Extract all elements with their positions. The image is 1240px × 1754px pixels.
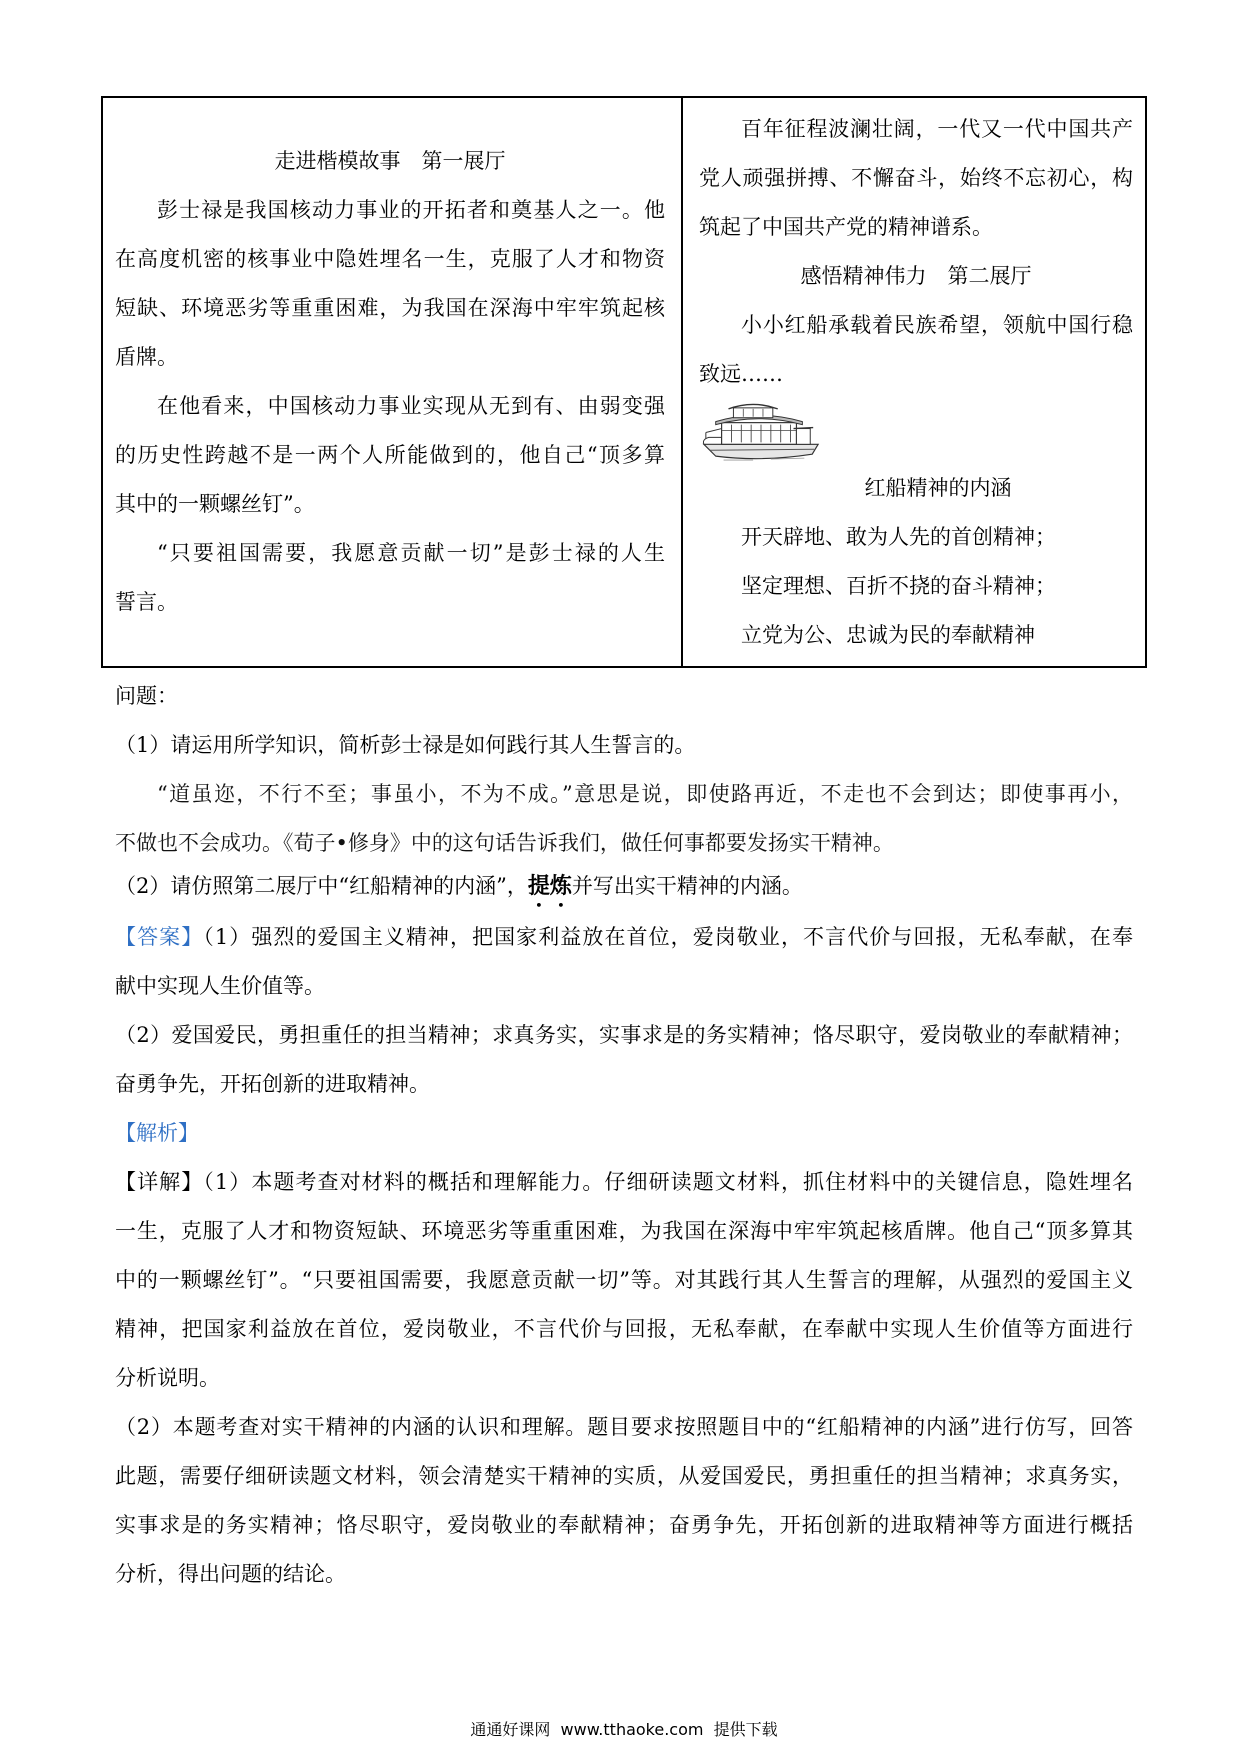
answer-line: （2）爱国爱民，勇担重任的担当精神；求真务实，实事求是的务实精神；恪尽职守，爱岗敬业的奉献精神； (115, 1023, 1133, 1047)
connotation-line: 开天辟地、敢为人先的首创精神； (741, 525, 1056, 549)
hall-1-text-line: 的历史性跨越不是一两个人所能做到的，他自己“顶多算 (115, 443, 665, 467)
hall-1-text-line: 彭士禄是我国核动力事业的开拓者和奠基人之一。他 (157, 198, 665, 222)
boat-cabin (722, 423, 797, 445)
questions-label: 问题： (115, 684, 178, 708)
connotation-line: 坚定理想、百折不挠的奋斗精神； (741, 574, 1056, 598)
question-1: （1）请运用所学知识，简析彭士禄是如何践行其人生誓言的。 (115, 733, 696, 757)
question-2-text: （2）请仿照第二展厅中“红船精神的内涵”， (115, 874, 528, 898)
hall-1-text-line: 短缺、环境恶劣等重重困难，为我国在深海中牢牢筑起核 (115, 296, 665, 320)
hall-1-text-line: 盾牌。 (115, 345, 178, 369)
question-2-text: 并写出实干精神的内涵。 (571, 874, 803, 898)
hall-2-intro-line: 百年征程波澜壮阔，一代又一代中国共产 (741, 117, 1133, 141)
analysis-line: 【详解】（1）本题考查对材料的概括和理解能力。仔细研读题文材料，抓住材料中的关键信息，隐姓埋名 (115, 1170, 1133, 1194)
page-footer: 通通好课网 www.tthaoke.com 提供下载 (470, 1720, 778, 1739)
analysis-line: 精神，把国家利益放在首位，爱岗敬业，不言代价与回报，无私奉献，在奉献中实现人生价值等方面进行 (115, 1317, 1133, 1341)
exhibit-table (101, 96, 1147, 668)
boat-stern-cabin (796, 429, 810, 445)
hall-1-text-line: 在高度机密的核事业中隐姓埋名一生，克服了人才和物资 (115, 247, 665, 271)
red-boat-figure (699, 399, 1133, 464)
question-2 (115, 862, 1133, 911)
analysis-line: 实事求是的务实精神；恪尽职守，爱岗敬业的奉献精神；奋勇争先，开拓创新的进取精神等方面进行概括 (115, 1513, 1133, 1537)
hall-2-boat-line: 致远…… (699, 362, 783, 386)
analysis-line: （2）本题考查对实干精神的内涵的认识和理解。题目要求按照题目中的“红船精神的内涵”进行仿写，回答 (115, 1415, 1133, 1439)
hall-2-title: 感悟精神伟力 第二展厅 (800, 264, 1032, 288)
answer-text: （1）强烈的爱国主义精神，把国家利益放在首位，爱岗敬业，不言代价与回报，无私奉献，在奉 (203, 925, 1134, 949)
question-body (115, 672, 1133, 1599)
boat-hull (704, 444, 818, 458)
hall-1-text-line: 在他看来，中国核动力事业实现从无到有、由弱变强 (157, 394, 665, 418)
analysis-tag: 【解析】 (115, 1121, 199, 1145)
red-boat-icon (701, 399, 821, 464)
exhibit-hall-1-cell (103, 98, 683, 666)
hall-2-intro-line: 党人顽强拼搏、不懈奋斗，始终不忘初心，构 (699, 166, 1133, 190)
answer-line: 献中实现人生价值等。 (115, 974, 325, 998)
analysis-line: 分析，得出问题的结论。 (115, 1562, 346, 1586)
question-2-emphasis: 提炼 (527, 874, 572, 899)
analysis-line: 一生，克服了人才和物资短缺、环境恶劣等重重困难，为我国在深海中牢牢筑起核盾牌。他自己“顶多算其 (115, 1219, 1133, 1243)
analysis-line: 中的一颗螺丝钉”。“只要祖国需要，我愿意贡献一切”等。对其践行其人生誓言的理解，从强烈的爱国主义 (115, 1268, 1133, 1292)
answer-tag: 【答案】 (115, 925, 204, 949)
quote-line: “道虽迩，不行不至；事虽小，不为不成。”意思是说，即使路再近，不走也不会到达；即使事再小， (157, 782, 1133, 806)
hall-1-text-line: “只要祖国需要，我愿意贡献一切”是彭士禄的人生 (157, 541, 665, 565)
answer-line (115, 913, 1133, 962)
hall-1-text-line: 誓言。 (115, 590, 178, 614)
connotation-title: 红船精神的内涵 (864, 476, 1012, 500)
analysis-line: 此题，需要仔细研读题文材料，领会清楚实干精神的实质，从爱国爱民，勇担重任的担当精神；求真务实， (115, 1464, 1133, 1488)
connotation-line: 立党为公、忠诚为民的奉献精神 (741, 623, 1035, 647)
hall-2-boat-line: 小小红船承载着民族希望，领航中国行稳 (741, 313, 1133, 337)
hall-1-title: 走进楷模故事 第一展厅 (274, 149, 506, 173)
exhibit-hall-2-cell (683, 98, 1145, 666)
analysis-line: 分析说明。 (115, 1366, 220, 1390)
analysis-heading (115, 1109, 1133, 1158)
hall-2-intro-line: 筑起了中国共产党的精神谱系。 (699, 215, 993, 239)
quote-line: 不做也不会成功。《荀子•修身》中的这句话告诉我们，做任何事都要发扬实干精神。 (115, 831, 894, 855)
hall-1-text-line: 其中的一颗螺丝钉”。 (115, 492, 315, 516)
answer-line: 奋勇争先，开拓创新的进取精神。 (115, 1072, 430, 1096)
